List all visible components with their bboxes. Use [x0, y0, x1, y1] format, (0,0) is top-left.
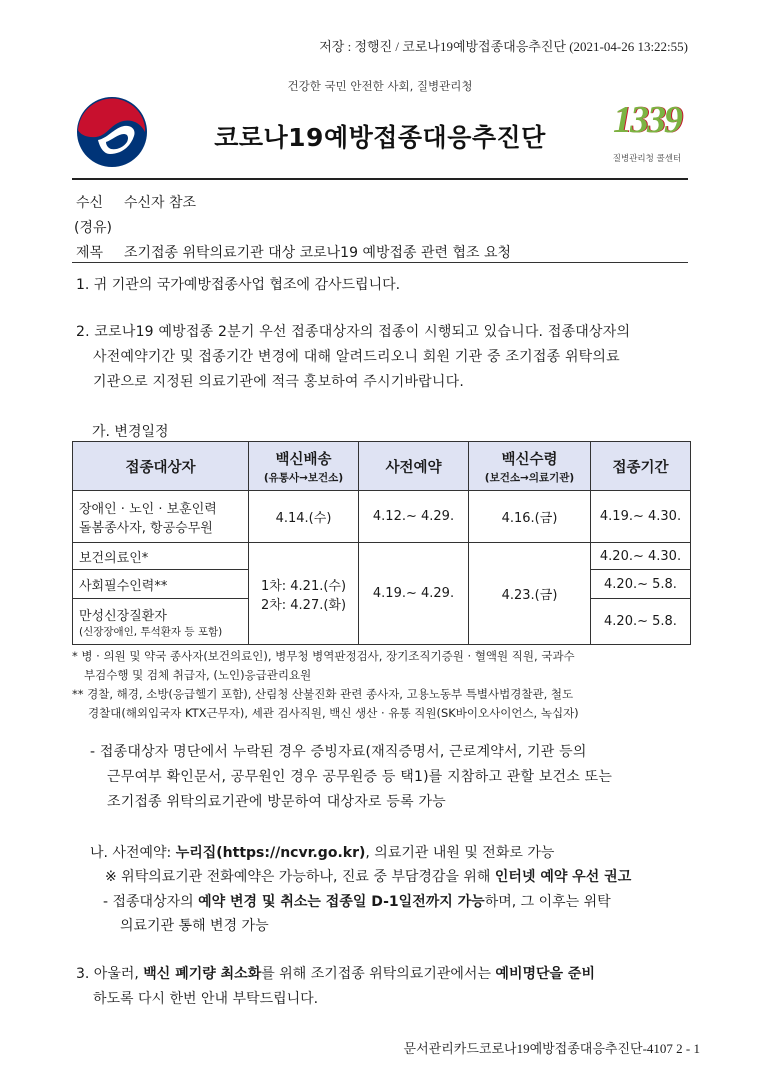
- paragraph-3-line-2: 하도록 다시 한번 안내 부탁드립니다.: [93, 991, 319, 1007]
- paragraph-3-line-1: [76, 963, 595, 983]
- paragraph-1: 1. 귀 기관의 국가예방접종사업 협조에 감사드립니다.: [76, 277, 401, 293]
- dash-block: [90, 740, 695, 815]
- section-na-suffix: , 의료기관 내원 및 전화로 가능: [365, 845, 555, 861]
- dash-block-line-2: 근무여부 확인문서, 공무원인 경우 공무원증 등 택1)를 지참하고 관할 보건소 또는: [107, 769, 613, 785]
- header-receipt-sub: (보건소→의료기관): [484, 471, 575, 484]
- via-line: (경유): [74, 220, 112, 236]
- section-na-dash: [103, 891, 611, 911]
- paragraph-3-bold-2: 예비명단을 준비: [495, 966, 595, 982]
- dash-block-line-1: - 접종대상자 명단에서 누락된 경우 증빙자료(재직증명서, 근로계약서, 기관 등의: [90, 744, 587, 760]
- row2-target: 보건의료인*: [73, 543, 249, 570]
- row1-delivery: 4.14.(수): [249, 491, 359, 543]
- section-na-dash-bold: 예약 변경 및 취소는 접종일 D-1일전까지 가능: [198, 894, 485, 910]
- header-delivery-sub: (유통사→보건소): [263, 471, 344, 484]
- row1-reservation: 4.12.~ 4.29.: [359, 491, 469, 543]
- row2-period: 4.20.~ 4.30.: [591, 543, 691, 570]
- header-target: 접종대상자: [73, 442, 249, 491]
- footnote-1-line-2: 부검수행 및 검체 취급자, (노인)응급관리요원: [84, 668, 312, 682]
- paragraph-3-prefix: 3. 아울러,: [76, 966, 144, 982]
- table-row: [73, 491, 691, 543]
- footnote-2-line-1: ** 경찰, 해경, 소방(응급헬기 포함), 산림청 산불진화 관련 종사자, 고용노동부 특별사법경찰관, 철도: [72, 687, 574, 701]
- section-na-note-bold: 인터넷 예약 우선 권고: [494, 869, 632, 885]
- recipient-line: [76, 192, 196, 212]
- row3-period: 4.20.~ 5.8.: [591, 570, 691, 599]
- paragraph-2-line-3: 기관으로 지정된 의료기관에 적극 홍보하여 주시기바랍니다.: [93, 374, 464, 390]
- section-na-dash-line-2: 의료기관 통해 변경 가능: [120, 918, 269, 934]
- section-na-note-text: ※ 위탁의료기관 전화예약은 가능하나, 진료 중 부담경감을 위해: [105, 869, 495, 885]
- section-na-dash-suffix: 하며, 그 이후는 위탁: [484, 894, 611, 910]
- paragraph-2-line-1: 2. 코로나19 예방접종 2분기 우선 접종대상자의 접종이 시행되고 있습니다. 접종대상자의: [76, 324, 631, 340]
- recipient-label: 수신: [76, 195, 104, 211]
- save-note: 저장 : 정행진 / 코로나19예방접종대응추진단 (2021-04-26 13:22:55): [319, 39, 688, 54]
- logo-1339-number: 1339: [613, 99, 681, 141]
- row1-target: 장애인 · 노인 · 보훈인력 돌봄종사자, 항공승무원: [73, 491, 249, 543]
- section-na-url: 누리집(https://ncvr.go.kr): [175, 845, 366, 861]
- section-ga-title: 가. 변경일정: [92, 424, 169, 440]
- table-row: [73, 543, 691, 570]
- document-footer: 문서관리카드코로나19예방접종대응추진단-4107 2 - 1: [403, 1041, 700, 1056]
- header-reservation: 사전예약: [359, 442, 469, 491]
- row1-period: 4.19.~ 4.30.: [591, 491, 691, 543]
- section-na-prefix: 나. 사전예약:: [90, 845, 176, 861]
- section-na-dash-prefix: - 접종대상자의: [103, 894, 199, 910]
- table-header-row: [73, 442, 691, 491]
- footnote-2-line-2: 경찰대(해외입국자 KTX근무자), 세관 검사직원, 백신 생산 · 유통 직원(SK바이오사이언스, 녹십자): [88, 706, 579, 720]
- recipient-value: 수신자 참조: [123, 195, 197, 211]
- section-na-line: [90, 842, 554, 862]
- row4-period: 4.20.~ 5.8.: [591, 599, 691, 645]
- call-center-1339-logo: [604, 96, 690, 166]
- row1-receipt: 4.16.(금): [469, 491, 591, 543]
- shared-delivery: 1차: 4.21.(수) 2차: 4.27.(화): [249, 543, 359, 645]
- subject-line: [76, 242, 511, 262]
- header-receipt: 백신수령 (보건소→의료기관): [469, 442, 591, 491]
- subject-label: 제목: [76, 245, 104, 261]
- logo-1339-caption: 질병관리청 콜센터: [612, 154, 682, 164]
- section-na-note: [105, 866, 631, 886]
- row3-target: 사회필수인력**: [73, 570, 249, 599]
- shared-reservation: 4.19.~ 4.29.: [359, 543, 469, 645]
- schedule-table: [72, 441, 691, 645]
- header-delivery: 백신배송 (유통사→보건소): [249, 442, 359, 491]
- header-divider: [72, 178, 688, 180]
- paragraph-2-line-2: 사전예약기간 및 접종기간 변경에 대해 알려드리오니 회원 기관 중 조기접종 위탁의료: [93, 349, 620, 365]
- row4-target: 만성신장질환자 (신장장애인, 투석환자 등 포함): [73, 599, 249, 645]
- paragraph-3-mid: 를 위해 조기접종 위탁의료기관에서는: [261, 966, 496, 982]
- shared-receipt: 4.23.(금): [469, 543, 591, 645]
- table-footnotes: [72, 647, 692, 723]
- paragraph-2: [76, 320, 696, 395]
- subject-divider: [72, 262, 688, 263]
- org-title: 코로나19예방접종대응추진단: [214, 123, 546, 152]
- motto: 건강한 국민 안전한 사회, 질병관리청: [287, 79, 473, 93]
- paragraph-3-bold-1: 백신 폐기량 최소화: [143, 966, 262, 982]
- footnote-1-line-1: * 병 · 의원 및 약국 종사자(보건의료인), 병무청 병역판정검사, 장기조직기증원 · 혈액원 직원, 국과수: [72, 649, 575, 663]
- dash-block-line-3: 조기접종 위탁의료기관에 방문하여 대상자로 등록 가능: [107, 794, 446, 810]
- subject-value: 조기접종 위탁의료기관 대상 코로나19 예방접종 관련 협조 요청: [123, 245, 512, 261]
- header-period: 접종기간: [591, 442, 691, 491]
